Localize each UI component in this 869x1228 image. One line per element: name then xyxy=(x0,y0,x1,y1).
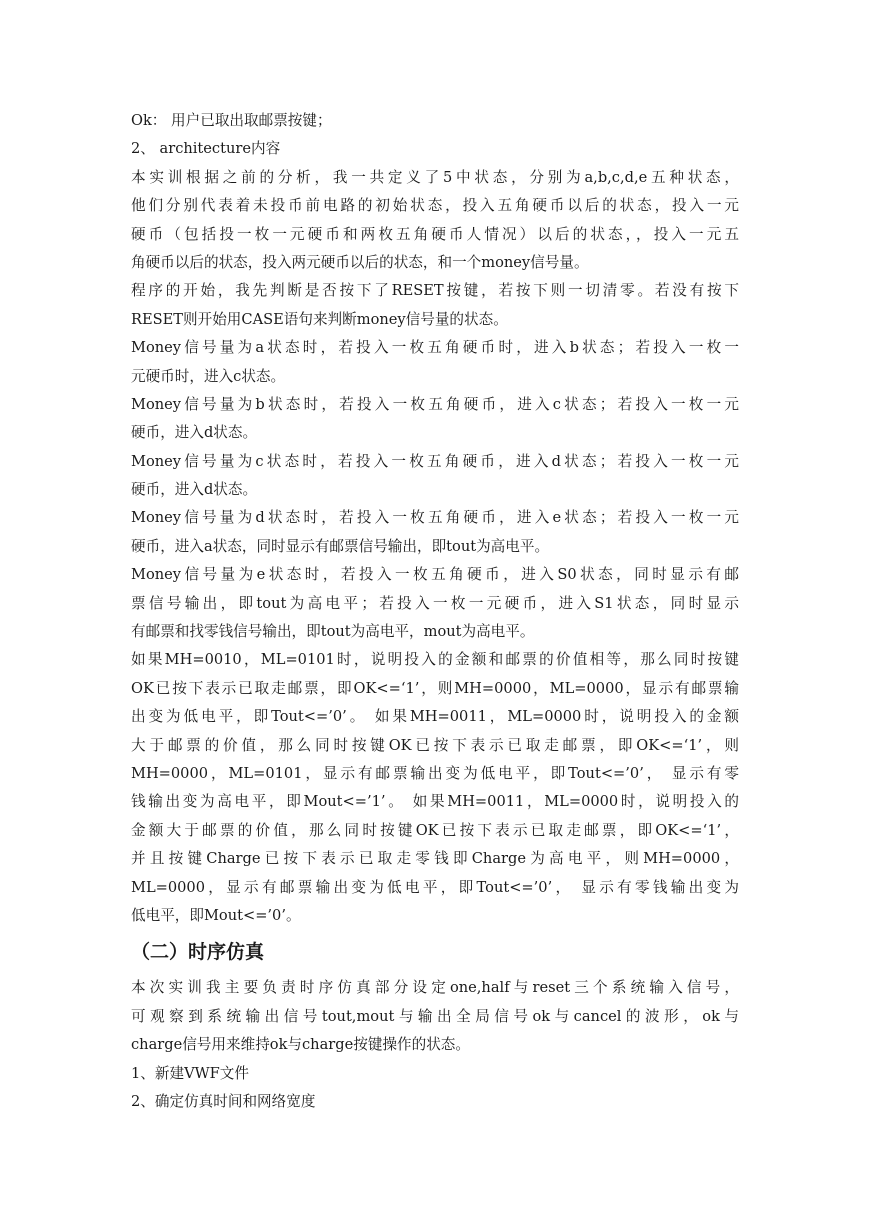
paragraph-block-simulation xyxy=(131,974,739,1116)
text-line: OK已按下表示已取走邮票，即OK<=‘1’，则MH=0000，ML=0000，显示有邮票输 xyxy=(131,679,739,697)
text-line: 1、新建VWF文件 xyxy=(131,1064,249,1082)
text-line: 并且按键Charge已按下表示已取走零钱即Charge为高电平，则MH=0000， xyxy=(131,850,739,868)
text-line: 元硬币时，进入c状态。 xyxy=(131,367,286,385)
text-line: 有邮票和找零钱信号输出，即tout为高电平，mout为高电平。 xyxy=(131,623,535,641)
text-line: ML=0000，显示有邮票输出变为低电平，即Tout<=’0’， 显示有零钱输出变为 xyxy=(131,878,739,896)
text-line: 大于邮票的价值，那么同时按键OK已按下表示已取走邮票，即OK<=‘1’，则 xyxy=(131,736,739,754)
text-line: 2、 architecture内容 xyxy=(131,140,281,158)
text-line: 硬币，进入d状态。 xyxy=(131,424,258,442)
text-line: 硬币（包括投一枚一元硬币和两枚五角硬币人情况）以后的状态，，投入一元五 xyxy=(131,225,739,243)
text-line: 钱输出变为高电平，即Mout<=’1’。 如果MH=0011，ML=0000时，说明投入的 xyxy=(131,793,739,811)
text-line: Money信号量为b状态时，若投入一枚五角硬币，进入c状态；若投入一枚一元 xyxy=(131,395,739,413)
text-line: 角硬币以后的状态，投入两元硬币以后的状态，和一个money信号量。 xyxy=(131,253,589,271)
text-line: 本实训根据之前的分析，我一共定义了5中状态，分别为a,b,c,d,e五种状态， xyxy=(131,168,739,186)
text-line: Ok： 用户已取出取邮票按键； xyxy=(131,112,332,129)
paragraph-block-architecture xyxy=(131,107,739,930)
text-line: Money信号量为d状态时，若投入一枚五角硬币，进入e状态；若投入一枚一元 xyxy=(131,509,739,527)
text-line: 可观察到系统输出信号tout,mout与输出全局信号ok与cancel的波形，ok与 xyxy=(131,1007,739,1025)
text-line: 硬币，进入d状态。 xyxy=(131,481,258,499)
text-line: 出变为低电平，即Tout<=’0’。 如果MH=0011，ML=0000时，说明投入的金额 xyxy=(131,708,739,726)
document-body xyxy=(131,107,739,1116)
text-line: 本次实训我主要负责时序仿真部分设定one,half与reset三个系统输入信号， xyxy=(131,979,739,997)
text-line: charge信号用来维持ok与charge按键操作的状态。 xyxy=(131,1036,470,1054)
text-line: 金额大于邮票的价值，那么同时按键OK已按下表示已取走邮票，即OK<=‘1’， xyxy=(131,821,739,839)
text-line: 他们分别代表着未投币前电路的初始状态，投入五角硬币以后的状态，投入一元 xyxy=(131,197,739,215)
text-line: Money信号量为c状态时，若投入一枚五角硬币，进入d状态；若投入一枚一元 xyxy=(131,452,739,470)
text-line: Money信号量为a状态时，若投入一枚五角硬币时，进入b状态；若投入一枚一 xyxy=(131,339,739,357)
text-line: 如果MH=0010，ML=0101时，说明投入的金额和邮票的价值相等，那么同时按键 xyxy=(131,651,739,669)
text-line: 2、确定仿真时间和网络宽度 xyxy=(131,1092,316,1110)
text-line: MH=0000，ML=0101，显示有邮票输出变为低电平，即Tout<=’0’， 显示有零 xyxy=(131,764,739,782)
section-heading: （二）时序仿真 xyxy=(131,941,265,964)
text-line: 低电平，即Mout<=’0’。 xyxy=(131,906,301,924)
text-line: 票信号输出，即tout为高电平；若投入一枚一元硬币，进入S1状态，同时显示 xyxy=(131,594,739,612)
text-line: Money信号量为e状态时，若投入一枚五角硬币，进入S0状态，同时显示有邮 xyxy=(131,566,739,584)
text-line: RESET则开始用CASE语句来判断money信号量的状态。 xyxy=(131,310,508,328)
text-line: 硬币，进入a状态，同时显示有邮票信号输出，即tout为高电平。 xyxy=(131,537,550,555)
text-line: 程序的开始，我先判断是否按下了RESET按键，若按下则一切清零。若没有按下 xyxy=(131,282,739,300)
